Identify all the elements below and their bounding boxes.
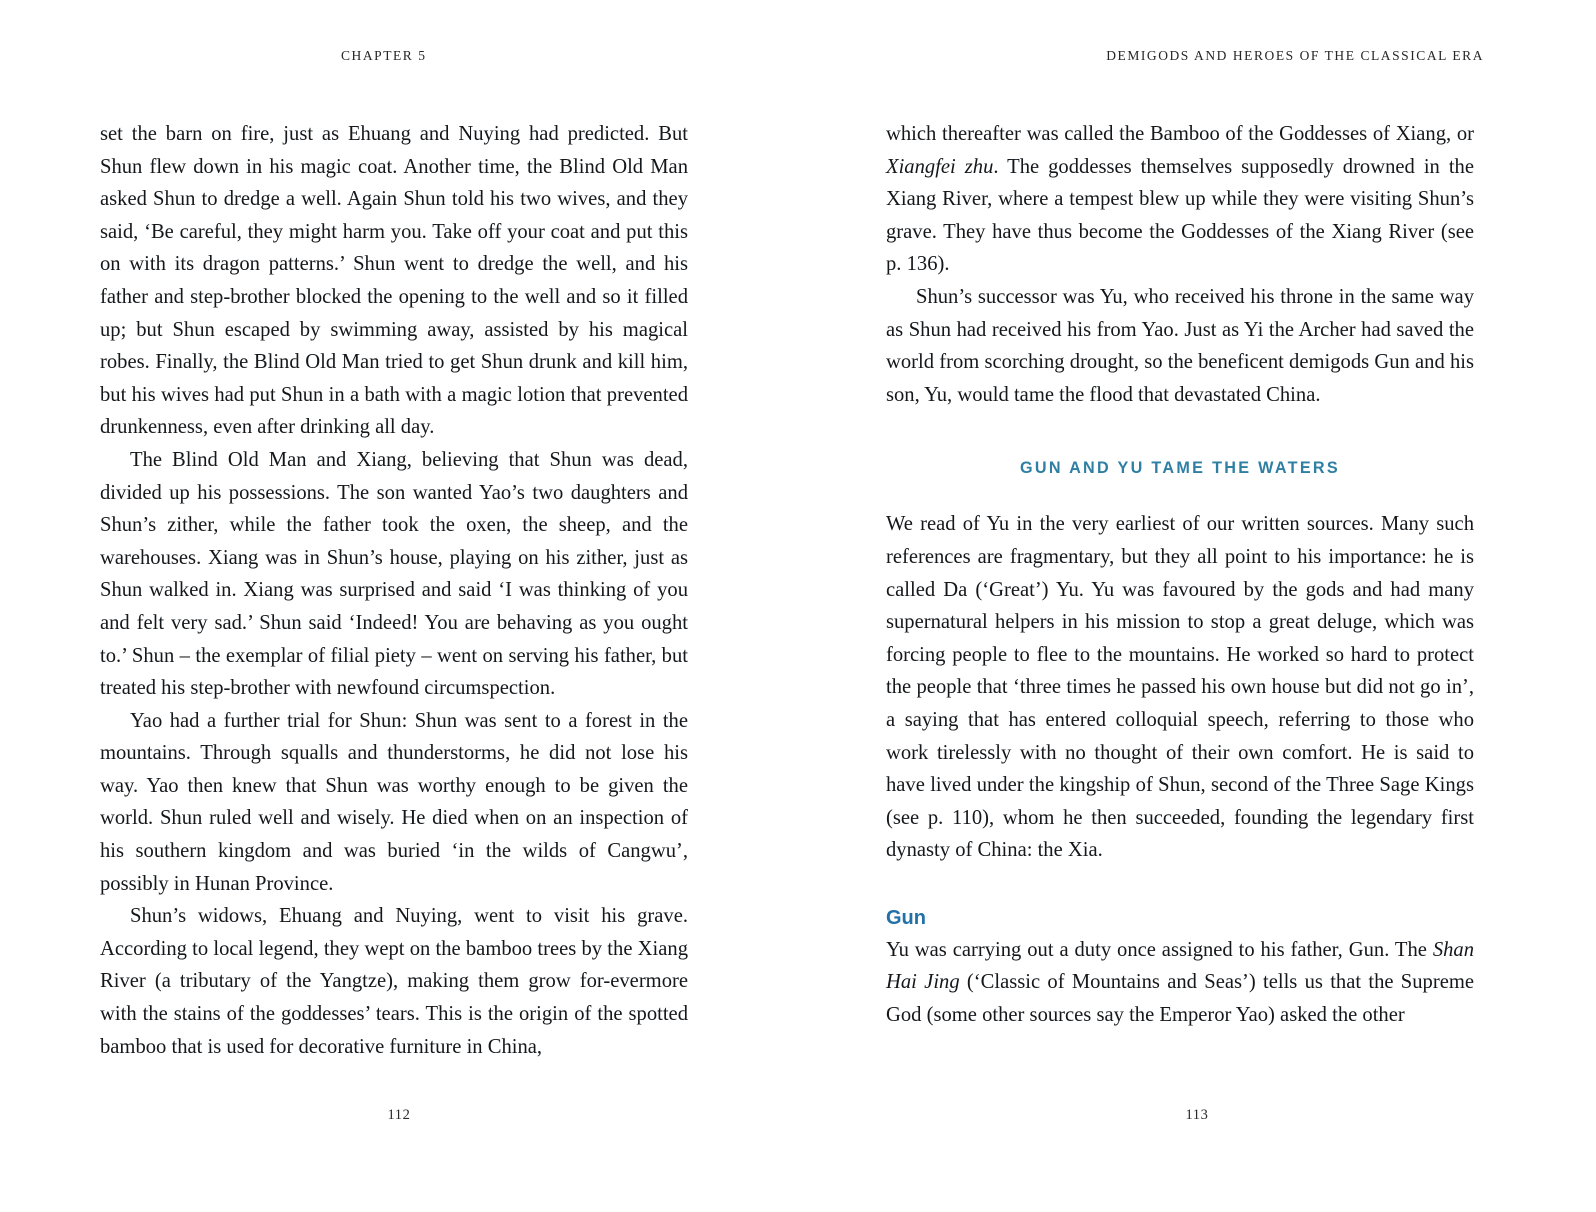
page-number-right: 113: [1185, 1107, 1209, 1123]
paragraph: Yao had a further trial for Shun: Shun was sent to a forest in the mountains. Through squalls and thunderstorms, he did not lose his way. Yao then knew that Shun was worthy enough to be given the world. Shun ruled well and wisely. He died when on an inspection of his southern kingdom and was buried ‘in the wilds of Cangwu’, possibly in Hunan Province.: [100, 709, 688, 895]
sub-heading: Gun: [886, 906, 926, 929]
paragraph-text: Yu was carrying out a duty once assigned to his father, Gun. The: [886, 938, 1433, 961]
italic-title: Xiangfei zhu: [886, 155, 994, 178]
paragraph: [886, 934, 1474, 1032]
paragraph: [886, 118, 1474, 281]
paragraph: The Blind Old Man and Xiang, believing that Shun was dead, divided up his possessions. The son wanted Yao’s two daughters and Shun’s zither, while the father took the oxen, the sheep, and the warehouses. Xiang was in Shun’s house, playing on his zither, just as Shun walked in. Xiang was surprised and said ‘I was thinking of you and felt very sad.’ Shun said ‘Indeed! You are behaving as you ought to.’ Shun – the exemplar of filial piety – went on serving his father, but treated his step-brother with newfound circumspection.: [100, 448, 688, 700]
paragraph: set the barn on fire, just as Ehuang and Nuying had predicted. But Shun flew down in his magic coat. Another time, the Blind Old Man asked Shun to dredge a well. Again Shun told his two wives, and they said, ‘Be careful, they might harm you. Take off your coat and put this on with its dragon patterns.’ Shun went to dredge the well, and his father and step-brother blocked the opening to the well and so it filled up; but Shun escaped by swimming away, assisted by his magical robes. Finally, the Blind Old Man tried to get Shun drunk and kill him, but his wives had put Shun in a bath with a magic lotion that prevented drunkenness, even after drinking all day.: [100, 123, 688, 439]
paragraph: Shun’s widows, Ehuang and Nuying, went to visit his grave. According to local legend, they wept on the bamboo trees by the Xiang River (a tributary of the Yangtze), making them grow for-evermore with the stains of the goddesses’ tears. This is the origin of the spotted bamboo that is used for decorative furniture in China,: [100, 905, 688, 1058]
italic-title: Shan Hai Jing: [886, 938, 1474, 994]
paragraph-text: . The goddesses themselves supposedly drowned in the Xiang River, where a tempest blew up while they were visiting Shun’s grave. They have thus become the Goddesses of the Xiang River (see p. 136).: [886, 155, 1474, 276]
left-page-text-column: [100, 118, 688, 1063]
paragraph: We read of Yu in the very earliest of our written sources. Many such references are fragmentary, but they all point to his importance: he is called Da (‘Great’) Yu. Yu was favoured by the gods and had many supernatural helpers in his mission to stop a great deluge, which was forcing people to flee to the mountains. He worked so hard to protect the people that ‘three times he passed his own house but did not go in’, a saying that has entered colloquial speech, referring to those who work tirelessly with no thought of their own comfort. He is said to have lived under the kingship of Shun, second of the Three Sage Kings (see p. 110), whom he then succeeded, founding the legendary first dynasty of China: the Xia.: [886, 513, 1474, 862]
right-page: [798, 0, 1596, 1212]
paragraph-text: (‘Classic of Mountains and Seas’) tells us that the Supreme God (some other sources say the Emperor Yao) asked the other: [886, 971, 1475, 1027]
paragraph-text: which thereafter was called the Bamboo of the Goddesses of Xiang, or: [886, 123, 1474, 145]
section-heading: GUN AND YU TAME THE WATERS: [1020, 459, 1340, 478]
paragraph: Shun’s successor was Yu, who received his throne in the same way as Shun had received his from Yao. Just as Yi the Archer had saved the world from scorching drought, so the beneficent demigods Gun and his son, Yu, would tame the flood that devastated China.: [886, 285, 1474, 406]
running-head-left: CHAPTER 5: [341, 48, 427, 63]
right-page-text-column: [886, 118, 1474, 1032]
running-head-right: DEMIGODS AND HEROES OF THE CLASSICAL ERA: [1106, 48, 1484, 63]
page-number-left: 112: [387, 1107, 411, 1123]
